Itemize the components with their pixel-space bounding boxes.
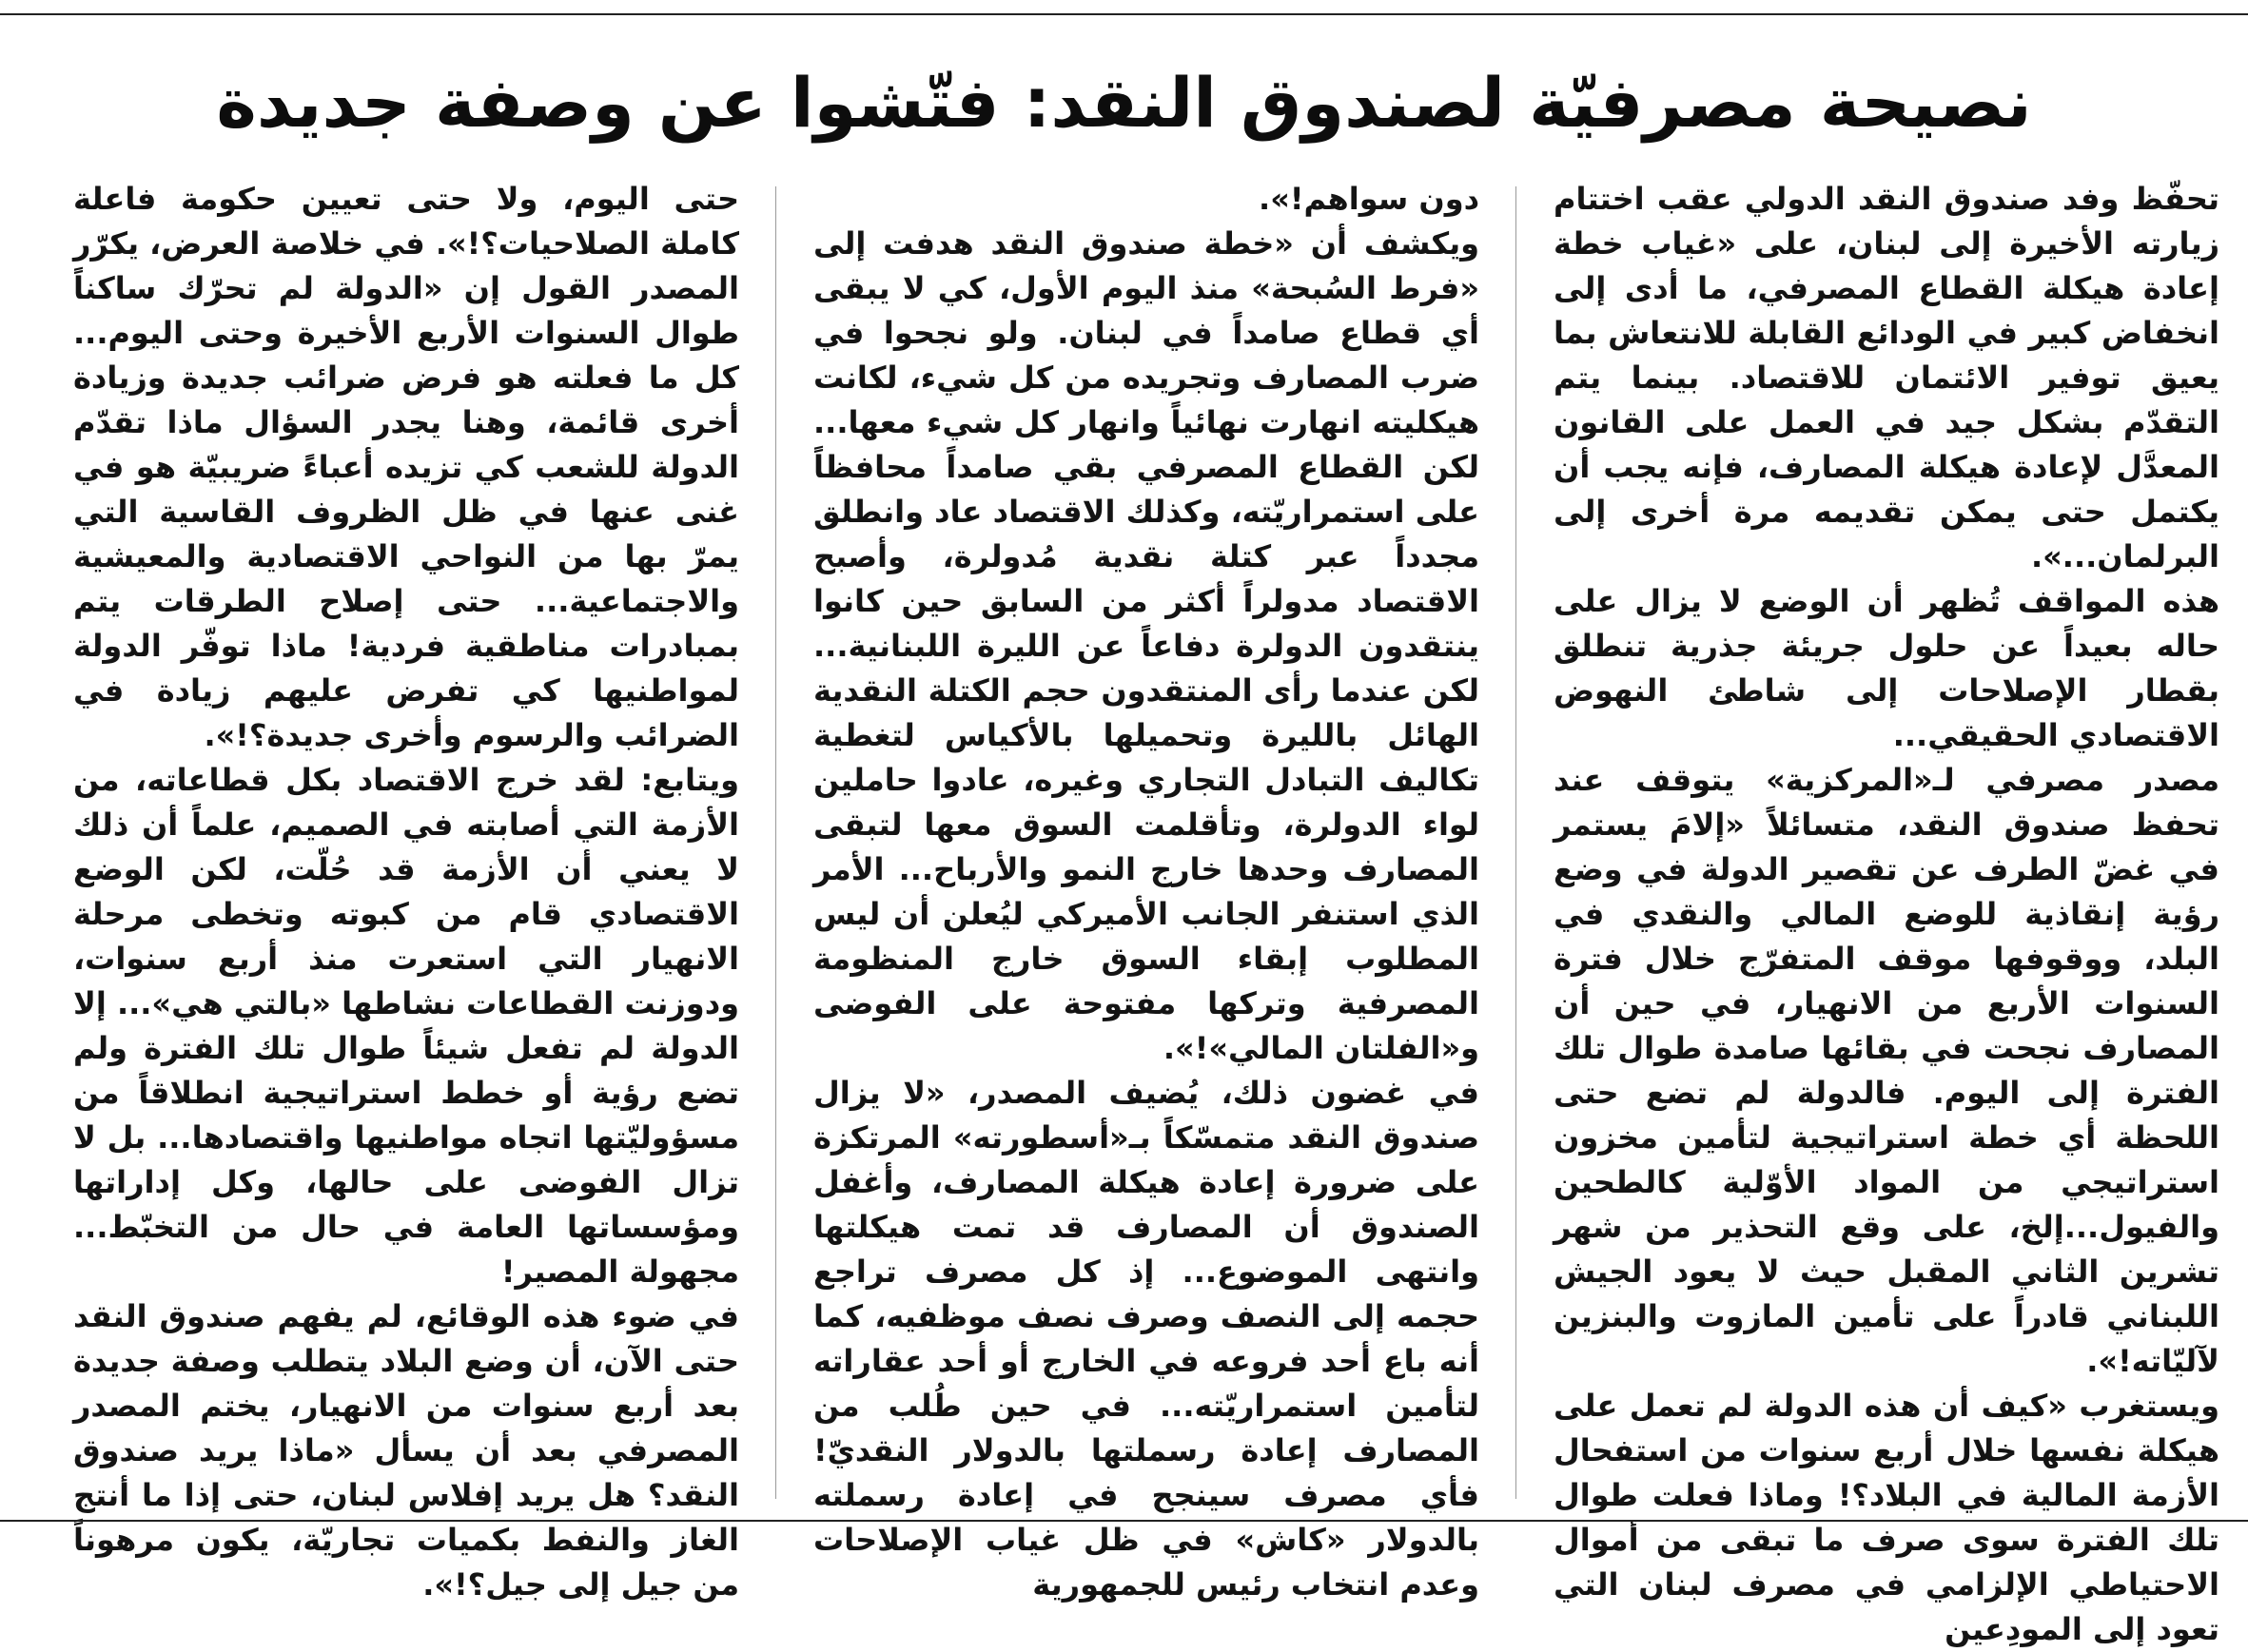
top-rule — [0, 13, 2248, 15]
paragraph: في غضون ذلك، يُضيف المصدر، «لا يزال صندوق النقد متمسّكاً بـ«أسطورته» المرتكزة على ضرورة إعادة هيكلة المصارف، وأغفل الصندوق أن المصارف قد تمت هيكلتها وانتهى الموضوع... إذ كل مصرف تراجع حجمه إلى النصف وصرف نصف موظفيه، كما أنه باع أحد فروعه في الخارج أو أحد عقاراته لتأمين استمراريّته... في حين طُلب من المصارف إعادة رسملتها بالدولار النقديّ! فأي مصرف سينجح في إعادة رسملته بالدولار «كاش» في ظل غياب الإصلاحات وعدم انتخاب رئيس للجمهورية — [813, 1075, 1479, 1603]
article-column-right — [1554, 177, 2219, 1647]
column-divider — [1515, 186, 1516, 1499]
paragraph: ويتابع: لقد خرج الاقتصاد بكل قطاعاته، من الأزمة التي أصابته في الصميم، علماً أن ذلك لا يعني أن الأزمة قد حُلّت، لكن الوضع الاقتصادي قام من كبوته وتخطى مرحلة الانهيار التي استعرت منذ أربع سنوات، ودوزنت القطاعات نشاطها «بالتي هي»... إلا الدولة لم تفعل شيئاً طوال تلك الفترة ولم تضع رؤية أو خطط استراتيجية انطلاقاً من مسؤوليّتها اتجاه مواطنيها واقتصادها... بل لا تزال الفوضى على حالها، وكل إداراتها ومؤسساتها العامة في حال من التخبّط... مجهولة المصير! — [73, 762, 739, 1290]
column-divider — [775, 186, 776, 1499]
bottom-rule — [0, 1520, 2248, 1522]
paragraph: في ضوء هذه الوقائع، لم يفهم صندوق النقد حتى الآن، أن وضع البلاد يتطلب وصفة جديدة بعد أربع سنوات من الانهيار، يختم المصدر المصرفي بعد أن يسأل «ماذا يريد صندوق النقد؟ هل يريد إفلاس لبنان، حتى إذا ما أنتج الغاز والنفط بكميات تجاريّة، يكون مرهوناً من جيل إلى جيل؟!». — [73, 1298, 739, 1603]
article-column-middle — [813, 177, 1479, 1603]
paragraph: ويستغرب «كيف أن هذه الدولة لم تعمل على هيكلة نفسها خلال أربع سنوات من استفحال الأزمة المالية في البلاد؟! وماذا فعلت طوال تلك الفترة سوى صرف ما تبقى من أموال الاحتياطي الإلزامي في مصرف لبنان التي تعود إلى المودِعين — [1554, 1388, 2219, 1647]
article-headline: نصيحة مصرفيّة لصندوق النقد: فتّشوا عن وصفة جديدة — [216, 63, 2032, 143]
paragraph: تحفّظ وفد صندوق النقد الدولي عقب اختتام زيارته الأخيرة إلى لبنان، على «غياب خطة إعادة هيكلة القطاع المصرفي، ما أدى إلى انخفاض كبير في الودائع القابلة للانتعاش بما يعيق توفير الائتمان للاقتصاد. بينما يتم التقدّم بشكل جيد في العمل على القانون المعدَّل لإعادة هيكلة المصارف، فإنه يجب أن يكتمل حتى يمكن تقديمه مرة أخرى إلى البرلمان...». — [1554, 181, 2219, 574]
paragraph: دون سواهم!». — [1259, 181, 1479, 217]
article-column-left — [73, 177, 739, 1603]
paragraph: هذه المواقف تُظهر أن الوضع لا يزال على حاله بعيداً عن حلول جريئة جذرية تنطلق بقطار الإصلاحات إلى شاطئ النهوض الاقتصادي الحقيقي... — [1554, 583, 2219, 753]
paragraph: ويكشف أن «خطة صندوق النقد هدفت إلى «فرط السُبحة» منذ اليوم الأول، كي لا يبقى أي قطاع صامداً في لبنان. ولو نجحوا في ضرب المصارف وتجريده من كل شيء، لكانت هيكليته انهارت نهائياً وانهار كل شيء معها... لكن القطاع المصرفي بقي صامداً محافظاً على استمراريّته، وكذلك الاقتصاد عاد وانطلق مجدداً عبر كتلة نقدية مُدولرة، وأصبح الاقتصاد مدولراً أكثر من السابق حين كانوا ينتقدون الدولرة دفاعاً عن الليرة اللبنانية... لكن عندما رأى المنتقدون حجم الكتلة النقدية الهائل بالليرة وتحميلها بالأكياس لتغطية تكاليف التبادل التجاري وغيره، عادوا حاملين لواء الدولرة، وتأقلمت السوق معها لتبقى المصارف وحدها خارج النمو والأرباح... الأمر الذي استنفر الجانب الأميركي ليُعلن أن ليس المطلوب إبقاء السوق خارج المنظومة المصرفية وتركها مفتوحة على الفوضى و«الفلتان المالي»!». — [813, 225, 1479, 1066]
paragraph: حتى اليوم، ولا حتى تعيين حكومة فاعلة كاملة الصلاحيات؟!». في خلاصة العرض، يكرّر المصدر القول إن «الدولة لم تحرّك ساكناً طوال السنوات الأربع الأخيرة وحتى اليوم... كل ما فعلته هو فرض ضرائب جديدة وزيادة أخرى قائمة، وهنا يجدر السؤال ماذا تقدّم الدولة للشعب كي تزيده أعباءً ضريبيّة هو في غنى عنها في ظل الظروف القاسية التي يمرّ بها من النواحي الاقتصادية والمعيشية والاجتماعية... حتى إصلاح الطرقات يتم بمبادرات مناطقية فردية! ماذا توفّر الدولة لمواطنيها كي تفرض عليهم زيادة في الضرائب والرسوم وأخرى جديدة؟!». — [73, 181, 739, 753]
paragraph: مصدر مصرفي لـ«المركزية» يتوقف عند تحفظ صندوق النقد، متسائلاً «إلامَ يستمر في غضّ الطرف عن تقصير الدولة في وضع رؤية إنقاذية للوضع المالي والنقدي في البلد، ووقوفها موقف المتفرّج خلال فترة السنوات الأربع من الانهيار، في حين أن المصارف نجحت في بقائها صامدة طوال تلك الفترة إلى اليوم. فالدولة لم تضع حتى اللحظة أي خطة استراتيجية لتأمين مخزون استراتيجي من المواد الأوّلية كالطحين والفيول...إلخ، على وقع التحذير من شهر تشرين الثاني المقبل حيث لا يعود الجيش اللبناني قادراً على تأمين المازوت والبنزين لآليّاته!». — [1554, 762, 2219, 1379]
